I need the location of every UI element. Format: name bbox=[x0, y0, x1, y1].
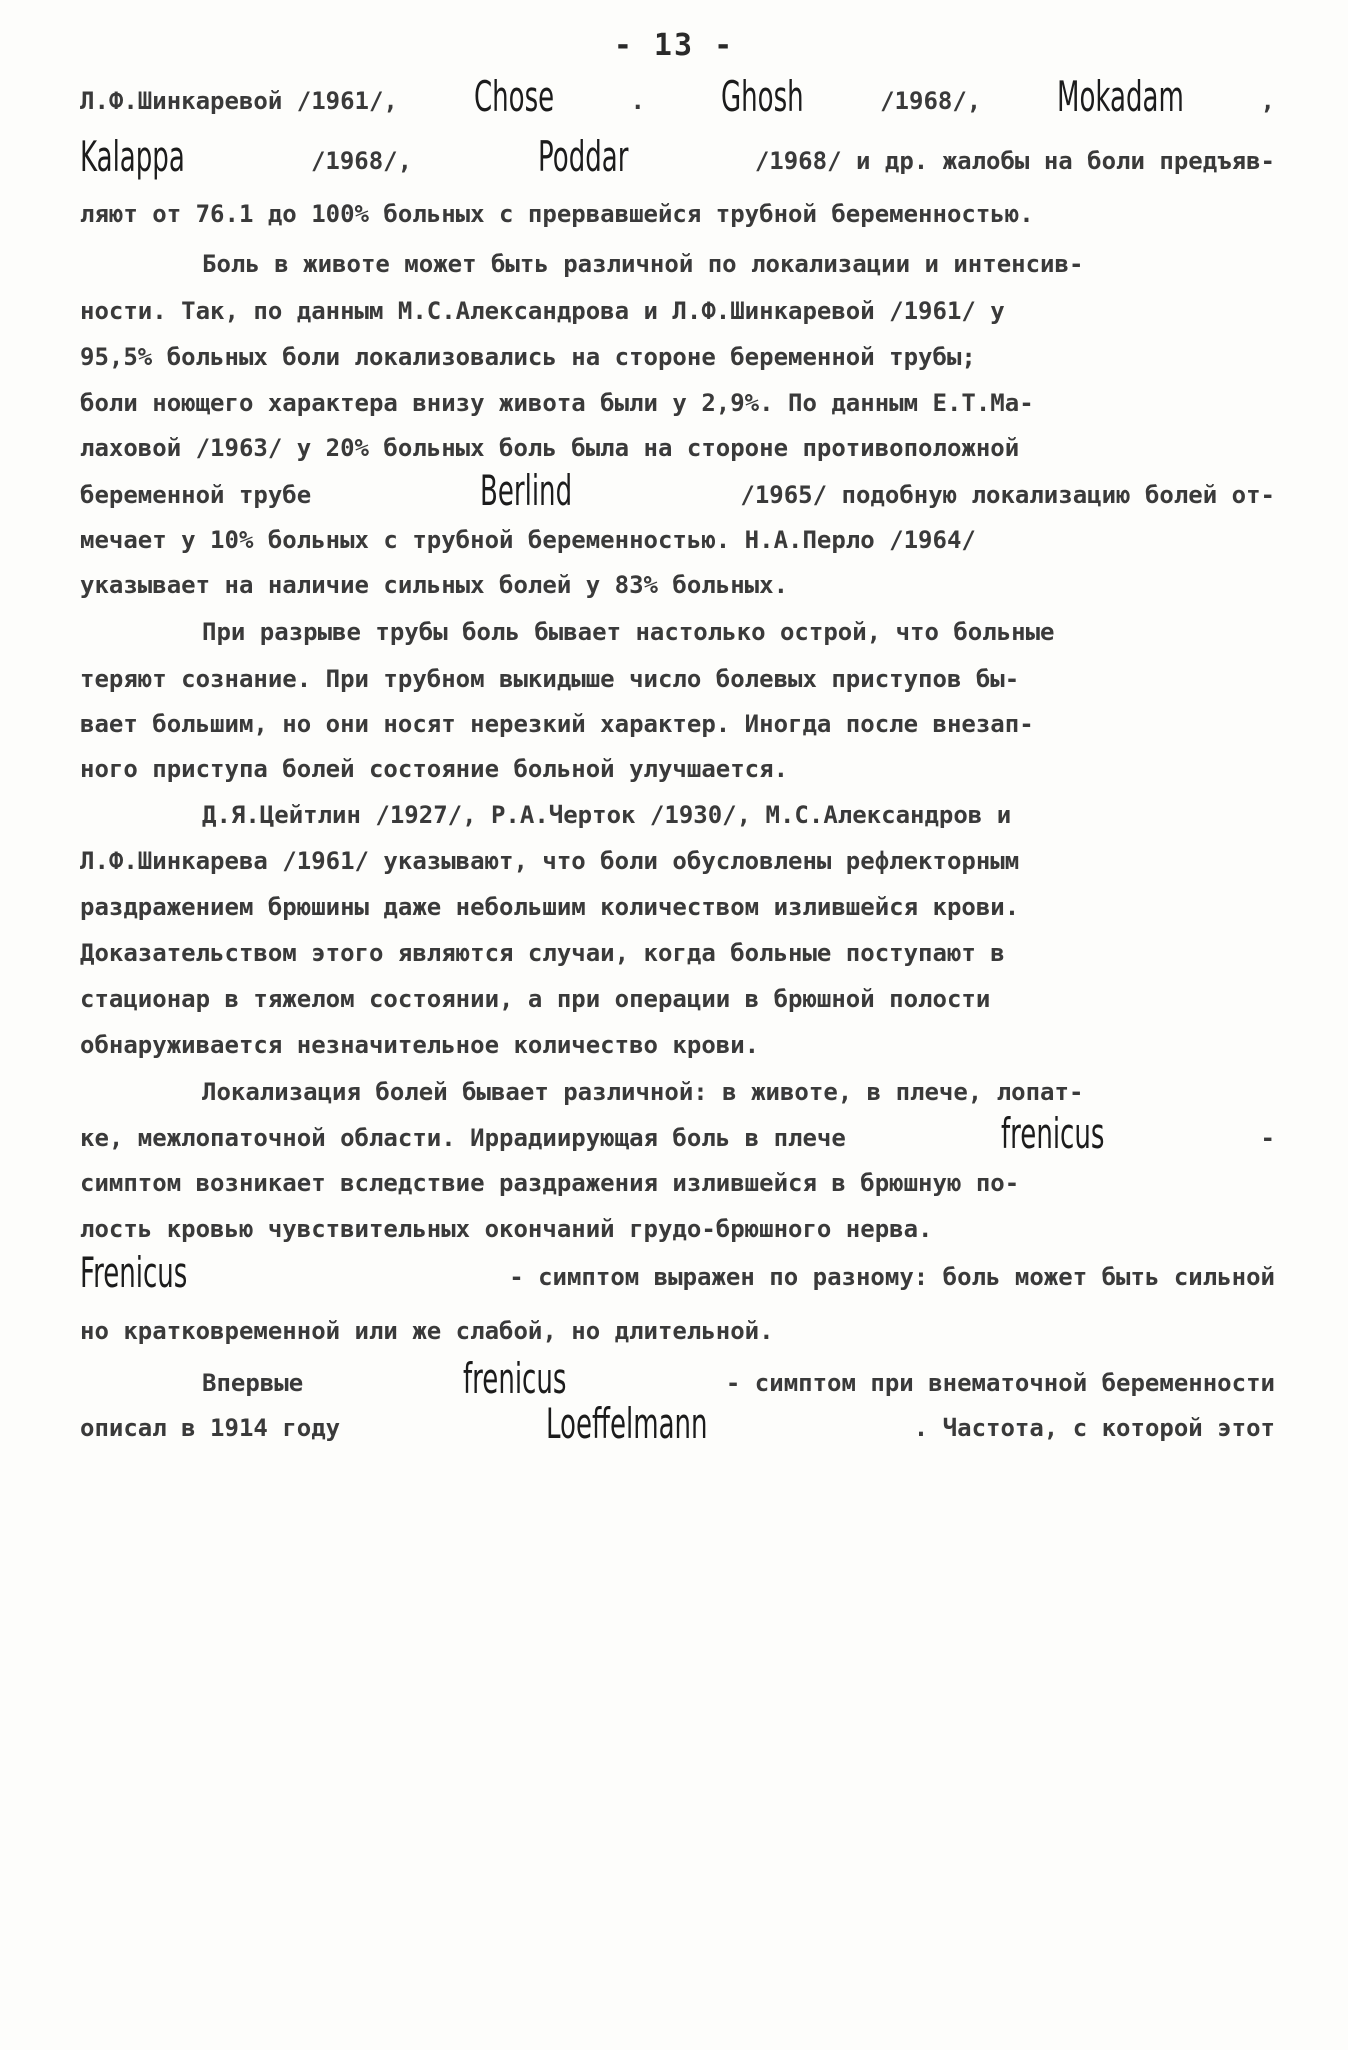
typed-text: лость кровью чувствительных окончаний грудо-брюшного нерва. bbox=[80, 1215, 933, 1243]
text-line bbox=[80, 1155, 1275, 1203]
typed-text: - симптом выражен по разному: боль может быть сильной bbox=[509, 1263, 1275, 1291]
text-line bbox=[80, 1110, 1275, 1158]
typed-text: обнаруживается незначительное количество крови. bbox=[80, 1031, 760, 1059]
text-line bbox=[80, 557, 1275, 605]
text-line bbox=[80, 283, 1275, 331]
text-line bbox=[80, 375, 1275, 423]
handwritten-name: Kalappa bbox=[80, 132, 185, 181]
typed-text: . Частота, с которой этот bbox=[913, 1414, 1275, 1442]
text-line bbox=[80, 833, 1275, 881]
text-line bbox=[80, 1249, 1275, 1297]
typed-text: - bbox=[1260, 1124, 1275, 1152]
typed-text: теряют сознание. При трубном выкидыше число болевых приступов бы- bbox=[80, 665, 1020, 693]
typed-text: но кратковременной или же слабой, но длительной. bbox=[80, 1317, 774, 1345]
typed-text: /1965/ подобную локализацию болей от- bbox=[740, 481, 1275, 509]
handwritten-name: Chose bbox=[474, 72, 555, 121]
text-line bbox=[202, 1064, 1275, 1112]
typed-text: Впервые bbox=[202, 1369, 304, 1397]
typed-text: боли ноющего характера внизу живота были у 2,9%. По данным Е.Т.Ма- bbox=[80, 389, 1034, 417]
handwritten-name: Berlind bbox=[479, 466, 572, 515]
text-line bbox=[80, 741, 1275, 789]
text-line bbox=[80, 651, 1275, 699]
typed-text: Доказательством этого являются случаи, когда больные поступают в bbox=[80, 939, 1005, 967]
typed-text: , bbox=[1260, 87, 1275, 115]
text-line bbox=[80, 512, 1275, 560]
typed-text: ляют от 76.1 до 100% больных с прервавшейся трубной беременностью. bbox=[80, 200, 1034, 228]
typed-text: описал в 1914 году bbox=[80, 1414, 341, 1442]
text-line bbox=[80, 73, 1275, 121]
text-line bbox=[80, 1400, 1275, 1448]
typed-text: симптом возникает вследствие раздражения излившейся в брюшную по- bbox=[80, 1169, 1020, 1197]
typed-text: раздражением брюшины даже небольшим количеством излившейся крови. bbox=[80, 893, 1020, 921]
text-line bbox=[80, 133, 1275, 181]
typed-text: указывает на наличие сильных болей у 83% больных. bbox=[80, 571, 789, 599]
text-line bbox=[80, 420, 1275, 468]
text-line bbox=[202, 1355, 1275, 1403]
typed-text: . bbox=[630, 87, 645, 115]
text-line bbox=[80, 925, 1275, 973]
handwritten-name: Ghosh bbox=[721, 72, 804, 121]
typed-text: Локализация болей бывает различной: в животе, в плече, лопат- bbox=[202, 1078, 1084, 1106]
typed-text: беременной трубе bbox=[80, 481, 312, 509]
text-line bbox=[202, 604, 1275, 652]
page-number: - 13 - bbox=[613, 28, 735, 63]
text-line bbox=[80, 329, 1275, 377]
text-line bbox=[202, 787, 1275, 835]
typed-text: мечает у 10% больных с трубной беременностью. Н.А.Перло /1964/ bbox=[80, 526, 976, 554]
typed-text: вает большим, но они носят нерезкий характер. Иногда после внезап- bbox=[80, 710, 1034, 738]
typed-text: Л.Ф.Шинкаревой /1961/, bbox=[80, 87, 398, 115]
typed-text: /1968/, bbox=[310, 147, 413, 175]
handwritten-name: frenicus bbox=[1001, 1109, 1105, 1158]
handwritten-name: Mokadam bbox=[1057, 72, 1185, 121]
typed-text: При разрыве трубы боль бывает настолько острой, что больные bbox=[202, 618, 1055, 646]
text-line bbox=[202, 236, 1275, 284]
text-line bbox=[80, 879, 1275, 927]
typed-text: /1968/ и др. жалобы на боли предъяв- bbox=[754, 147, 1275, 175]
text-line bbox=[80, 1201, 1275, 1249]
typed-text: 95,5% больных боли локализовались на стороне беременной трубы; bbox=[80, 343, 976, 371]
handwritten-name: frenicus bbox=[462, 1354, 567, 1403]
typed-text: Д.Я.Цейтлин /1927/, Р.А.Черток /1930/, М.С.Александров и bbox=[202, 801, 1012, 829]
typed-text: ности. Так, по данным М.С.Александрова и Л.Ф.Шинкаревой /1961/ у bbox=[80, 297, 1005, 325]
typed-text: ного приступа болей состояние больной улучшается. bbox=[80, 755, 789, 783]
text-line bbox=[80, 971, 1275, 1019]
text-line bbox=[80, 467, 1275, 515]
text-line bbox=[80, 1017, 1275, 1065]
text-line bbox=[80, 696, 1275, 744]
text-line bbox=[80, 1303, 1275, 1351]
handwritten-name: Loeffelmann bbox=[546, 1399, 708, 1448]
typed-text: Боль в животе может быть различной по локализации и интенсив- bbox=[202, 250, 1084, 278]
typed-text: Л.Ф.Шинкарева /1961/ указывают, что боли обусловлены рефлекторным bbox=[80, 847, 1020, 875]
typed-text: лаховой /1963/ у 20% больных боль была на стороне противоположной bbox=[80, 434, 1020, 462]
text-line bbox=[80, 186, 1275, 234]
typed-text: /1968/, bbox=[880, 87, 982, 115]
typed-text: ке, межлопаточной области. Иррадиирующая боль в плече bbox=[80, 1124, 846, 1152]
typed-text: - симптом при внематочной беременности bbox=[725, 1369, 1275, 1397]
handwritten-name: Frenicus bbox=[80, 1248, 188, 1297]
handwritten-name: Poddar bbox=[538, 132, 629, 181]
typed-text: стационар в тяжелом состоянии, а при операции в брюшной полости bbox=[80, 985, 991, 1013]
